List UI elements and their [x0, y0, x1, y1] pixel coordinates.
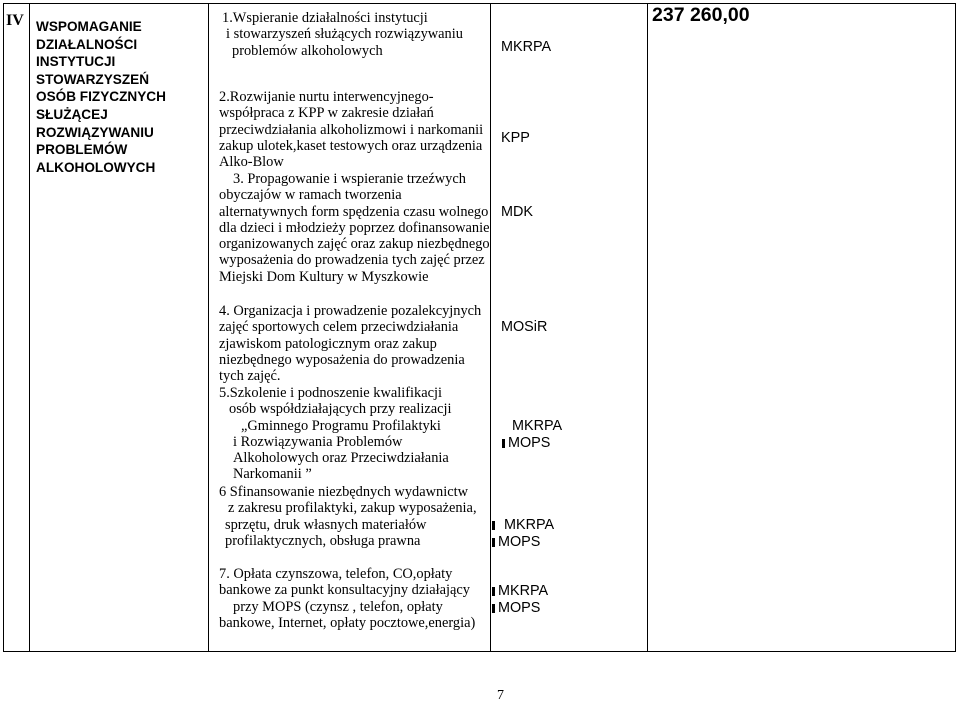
- task-organizer: MDK: [501, 204, 533, 220]
- task-description: 2.Rozwijanie nurtu interwencyjnego- współpraca z KPP w zakresie działań przeciwdziałania alkoholizmowi i narkomanii zakup ulotek,kaset testowych oraz urządzenia Alko-Blow: [219, 89, 484, 171]
- section-number: IV: [6, 12, 24, 29]
- task-description: 1.Wspieranie działalności instytucji i stowarzyszeń służących rozwiązywaniu problemów alkoholowych: [222, 10, 463, 59]
- column-divider: [490, 3, 491, 652]
- bullet-icon: [492, 587, 495, 596]
- task-description: 6 Sfinansowanie niezbędnych wydawnictw z zakresu profilaktyki, zakup wyposażenia, sprzętu, druk własnych materiałów profilaktycznych, obsługa prawna: [219, 484, 477, 549]
- table-border-top: [3, 3, 956, 4]
- task-description: 7. Opłata czynszowa, telefon, CO,opłaty bankowe za punkt konsultacyjny działający przy MOPS (czynsz , telefon, opłaty bankowe, Internet, opłaty pocztowe,energia): [219, 566, 476, 631]
- task-organizer: MKRPA MOPS: [502, 418, 562, 452]
- bullet-icon: [492, 538, 495, 547]
- bullet-icon: [492, 521, 495, 530]
- task-organizer: MKRPA MOPS: [492, 583, 548, 617]
- bullet-icon: [502, 439, 505, 448]
- section-amount: 237 260,00: [652, 4, 750, 26]
- column-divider: [29, 3, 30, 652]
- task-description: 5.Szkolenie i podnoszenie kwalifikacji osób współdziałających przy realizacji „Gminnego Programu Profilaktyki i Rozwiązywania Problemów Alkoholowych oraz Przeciwdziałania Narkomanii ”: [219, 385, 452, 483]
- column-divider: [208, 3, 209, 652]
- task-description: 4. Organizacja i prowadzenie pozalekcyjnych zajęć sportowych celem przeciwdziałania zjawiskom patologicznym oraz zakup niezbędnego wyposażenia do prowadzenia tych zajęć.: [219, 303, 482, 385]
- column-divider: [647, 3, 648, 652]
- task-organizer: MKRPA MOPS: [492, 517, 554, 551]
- task-organizer: MOSiR: [501, 319, 548, 335]
- table-border-bottom: [3, 651, 956, 652]
- table-border-left: [3, 3, 4, 652]
- task-organizer: MKRPA: [501, 39, 552, 55]
- page-number: 7: [497, 688, 504, 703]
- section-title: WSPOMAGANIE DZIAŁALNOŚCI INSTYTUCJI STOWARZYSZEŃ OSÓB FIZYCZNYCH SŁUŻĄCEJ ROZWIĄZYWANIU PROBLEMÓW ALKOHOLOWYCH: [36, 19, 166, 175]
- task-description: 3. Propagowanie i wspieranie trzeźwych obyczajów w ramach tworzenia alternatywnych form spędzenia czasu wolnego dla dzieci i młodzieży poprzez dofinansowanie organizowanych zajęć oraz zakup niezbędnego wyposażenia do prowadzenia tych zajęć przez Miejski Dom Kultury w Myszkowie: [219, 171, 490, 285]
- task-organizer: KPP: [501, 130, 530, 146]
- table-border-right: [955, 3, 956, 652]
- bullet-icon: [492, 604, 495, 613]
